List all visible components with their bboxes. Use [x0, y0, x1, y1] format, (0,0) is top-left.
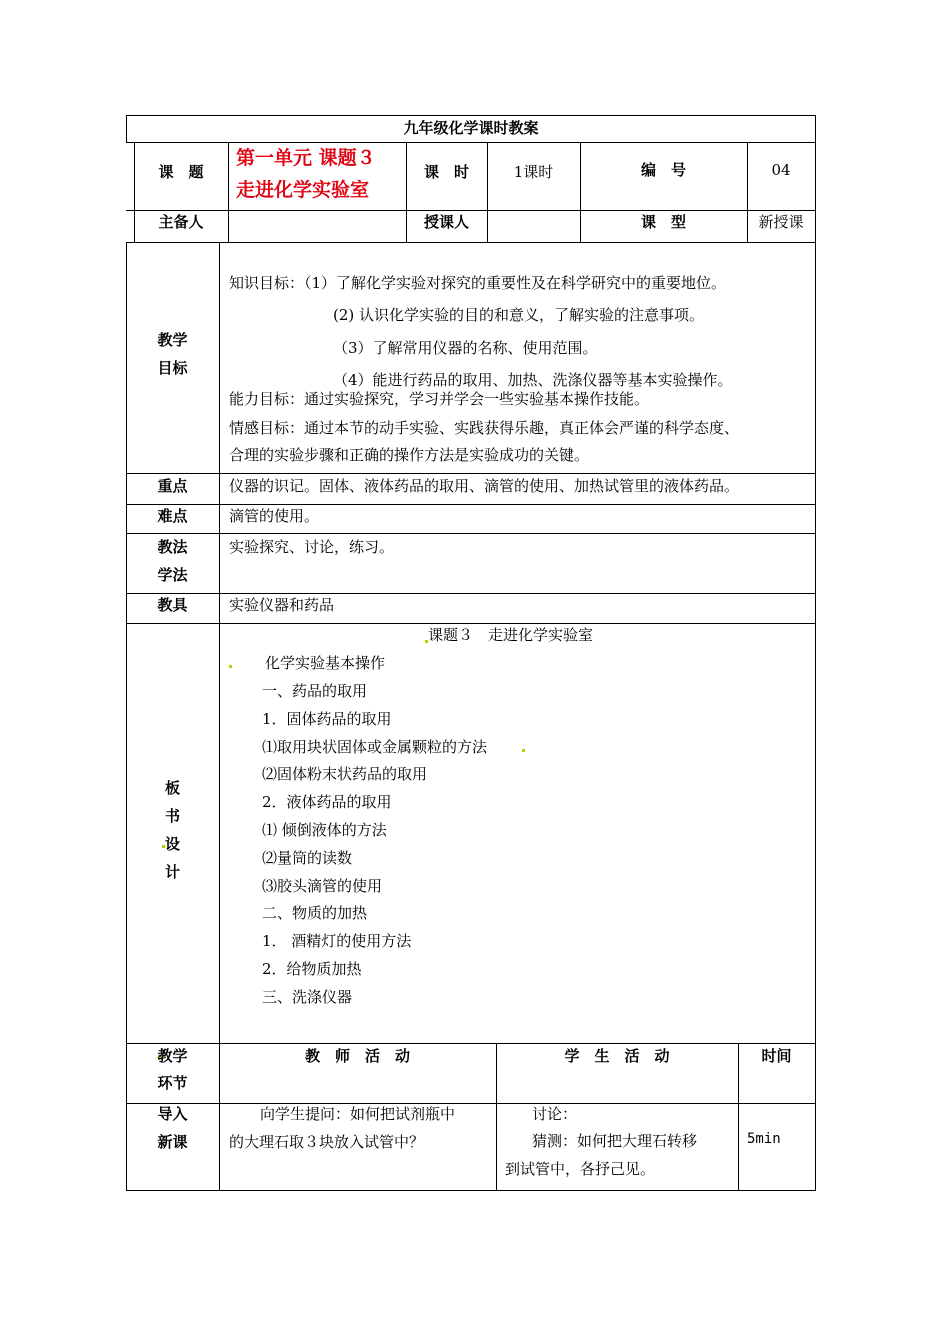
period-label: 课 时	[423, 163, 469, 181]
board-label-char: 计	[164, 863, 180, 881]
stage-header: 环节	[157, 1074, 188, 1092]
table-rule	[126, 593, 816, 594]
number-label: 编 号	[640, 161, 686, 179]
objective-line: 合理的实验步骤和正确的操作方法是实验成功的关键。	[229, 446, 590, 464]
topic-title-line1: 第一单元 课题３	[236, 147, 376, 169]
teacher-activity-header: 教 师 活 动	[304, 1047, 410, 1065]
table-rule	[126, 142, 816, 143]
table-rule	[487, 142, 488, 243]
methods-label: 学法	[157, 566, 188, 584]
table-rule	[228, 142, 229, 243]
table-rule	[126, 533, 816, 534]
table-rule	[126, 1103, 816, 1104]
board-line: 1． 酒精灯的使用方法	[262, 932, 412, 950]
document-title: 九年级化学课时教案	[403, 119, 539, 137]
teacher-label: 授课人	[423, 213, 469, 231]
stage-header: 教学	[157, 1047, 188, 1065]
objective-line: （3）了解常用仪器的名称、使用范围。	[333, 339, 598, 357]
board-line: 三、洗涤仪器	[262, 988, 353, 1006]
topic-title-line2: 走进化学实验室	[236, 179, 370, 201]
objectives-label: 目标	[157, 359, 188, 377]
board-line: 1．固体药品的取用	[262, 710, 392, 728]
methods-text: 实验探究、讨论，练习。	[229, 538, 395, 556]
board-line: ⑵固体粉末状药品的取用	[262, 765, 428, 783]
table-border-bottom	[126, 1190, 816, 1191]
board-line: ⑴取用块状固体或金属颗粒的方法	[262, 738, 488, 756]
scan-mark	[229, 665, 232, 668]
board-line: 二、物质的加热	[262, 904, 368, 922]
student-activity-header: 学 生 活 动	[564, 1047, 670, 1065]
board-title: 课题３ 走进化学实验室	[428, 626, 594, 644]
board-line: ⑴ 倾倒液体的方法	[262, 821, 387, 839]
methods-label: 教法	[157, 538, 188, 556]
table-rule	[126, 473, 816, 474]
time-header: 时间	[761, 1047, 792, 1065]
table-rule	[126, 210, 816, 211]
objective-line: （4）能进行药品的取用、加热、洗涤仪器等基本实验操作。	[333, 371, 733, 389]
intro-time: 5min	[747, 1131, 781, 1147]
key-point-text: 仪器的识记。固体、液体药品的取用、滴管的使用、加热试管里的液体药品。	[229, 477, 740, 495]
board-line: ⑵量筒的读数	[262, 849, 353, 867]
period-value: 1课时	[513, 163, 554, 181]
table-border-right	[815, 115, 816, 1191]
intro-stage: 导入	[157, 1105, 188, 1123]
objective-line: 能力目标：通过实验探究，学习并学会一些实验基本操作技能。	[229, 390, 650, 408]
scan-mark	[162, 845, 165, 848]
difficulty-label: 难点	[157, 507, 188, 525]
board-label-char: 设	[164, 835, 180, 853]
board-line: ⑶胶头滴管的使用	[262, 877, 383, 895]
table-rule	[126, 242, 816, 243]
key-point-label: 重点	[157, 477, 188, 495]
board-line: 一、药品的取用	[262, 682, 368, 700]
table-rule	[126, 504, 816, 505]
scan-mark	[522, 749, 525, 752]
table-rule	[126, 1043, 816, 1044]
topic-label: 课 题	[158, 163, 204, 181]
difficulty-text: 滴管的使用。	[229, 507, 320, 525]
intro-student-line: 猜测：如何把大理石转移	[532, 1132, 698, 1150]
table-border-top	[126, 115, 816, 116]
number-value: 04	[771, 161, 791, 179]
intro-student-line: 讨论：	[532, 1105, 578, 1123]
intro-student-line: 到试管中，各抒己见。	[505, 1160, 656, 1178]
board-line: 化学实验基本操作	[265, 654, 386, 672]
intro-teacher-line: 的大理石取３块放入试管中？	[229, 1133, 425, 1151]
board-line: 2．给物质加热	[262, 960, 362, 978]
board-label-char: 板	[164, 779, 180, 797]
objective-line: 知识目标：（1）了解化学实验对探究的重要性及在科学研究中的重要地位。	[229, 274, 727, 292]
tools-text: 实验仪器和药品	[229, 596, 335, 614]
type-value: 新授课	[758, 213, 804, 231]
objectives-label: 教学	[157, 331, 188, 349]
board-line: 2．液体药品的取用	[262, 793, 392, 811]
preparer-label: 主备人	[158, 213, 204, 231]
objective-line: (2) 认识化学实验的目的和意义，了解实验的注意事项。	[333, 306, 705, 324]
tools-label: 教具	[157, 596, 188, 614]
table-rule	[126, 623, 816, 624]
intro-stage: 新课	[157, 1133, 188, 1151]
objective-line: 情感目标：通过本节的动手实验、实践获得乐趣，真正体会严谨的科学态度、	[229, 419, 740, 437]
type-label: 课 型	[640, 213, 686, 231]
intro-teacher-line: 向学生提问：如何把试剂瓶中	[260, 1105, 456, 1123]
board-label-char: 书	[164, 807, 180, 825]
scan-mark	[425, 640, 428, 643]
